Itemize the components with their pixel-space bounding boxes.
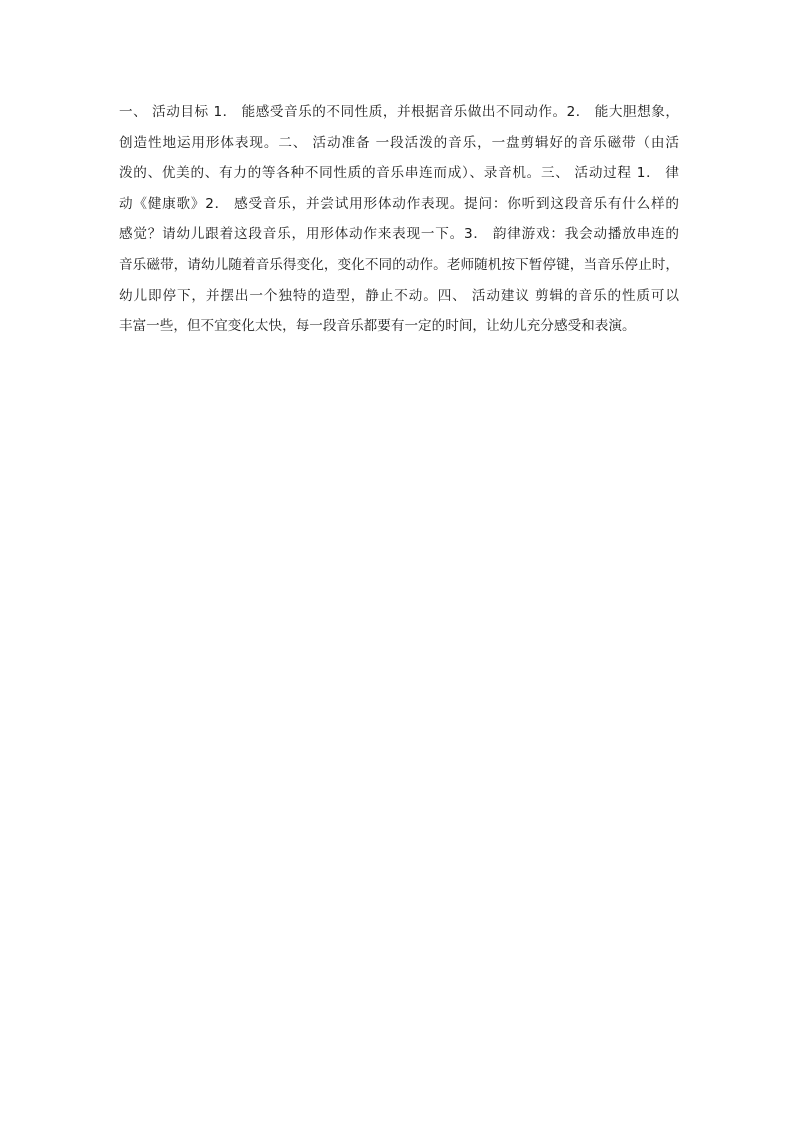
text-line-1: 一、 活动目标 1． 能感受音乐的不同性质，并根据音乐做出不同动作。2． 能大胆想象，	[119, 104, 679, 120]
text-line-7: 幼儿即停下，并摆出一个独特的造型，静止不动。四、 活动建议 剪辑的音乐的性质可以	[119, 287, 679, 304]
text-line-2: 创造性地运用形体表现。二、 活动准备 一段活泼的音乐，一盘剪辑好的音乐磁带（由活	[119, 134, 679, 151]
text-line-6: 音乐磁带，请幼儿随着音乐得变化，变化不同的动作。老师随机按下暂停键，当音乐停止时，	[119, 256, 679, 273]
text-line-4: 动《健康歌》2． 感受音乐，并尝试用形体动作表现。提问：你听到这段音乐有什么样的	[119, 195, 679, 212]
text-line-8: 丰富一些，但不宜变化太快，每一段音乐都要有一定的时间，让幼儿充分感受和表演。	[119, 318, 636, 335]
text-line-3: 泼的、优美的、有力的等各种不同性质的音乐串连而成）、录音机。三、 活动过程 1． 律	[119, 165, 679, 182]
document-body-text	[119, 97, 679, 342]
text-line-5: 感觉？请幼儿跟着这段音乐，用形体动作来表现一下。3． 韵律游戏：我会动播放串连的	[119, 226, 679, 243]
